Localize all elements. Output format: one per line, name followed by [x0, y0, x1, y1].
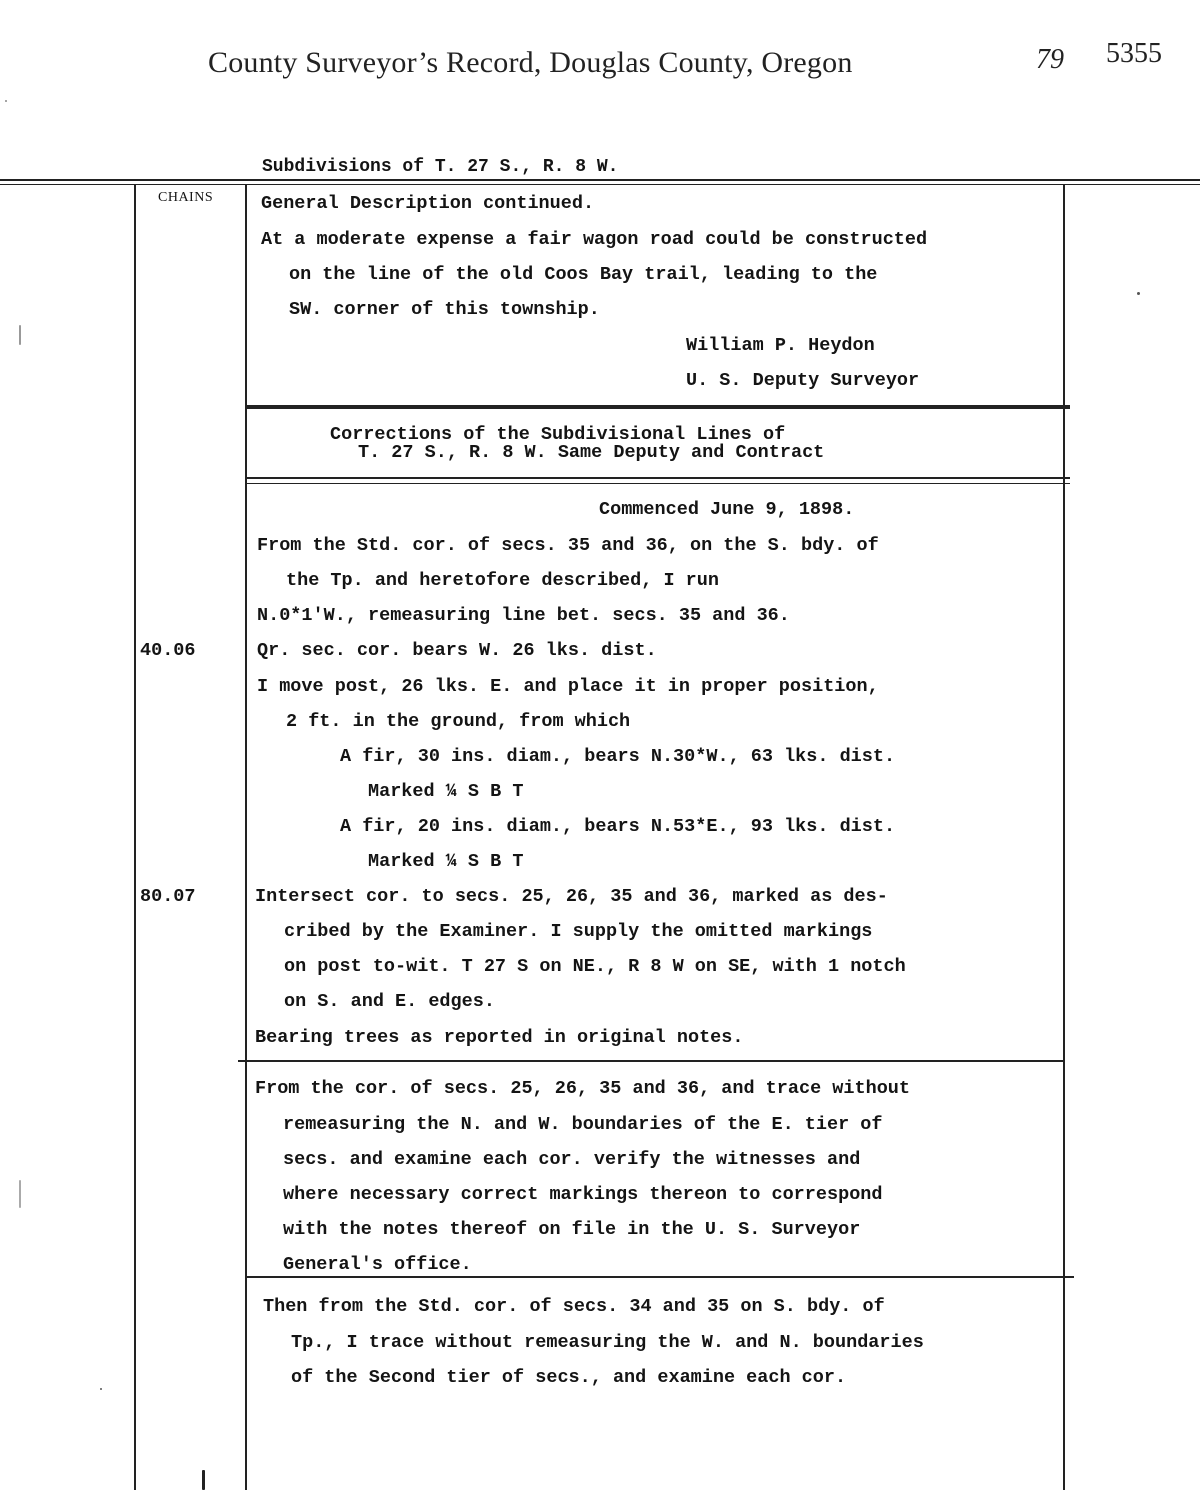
scan-speck: [100, 1388, 102, 1390]
surveyor-name: William P. Heydon: [686, 335, 875, 356]
scan-speck: [1137, 292, 1140, 295]
block2-line: Marked ¼ S B T: [368, 851, 524, 872]
block4-line: of the Second tier of secs., and examine each cor.: [291, 1367, 847, 1388]
block3-line: with the notes thereof on file in the U. S. Surveyor: [283, 1219, 861, 1240]
block3-line: From the cor. of secs. 25, 26, 35 and 36, and trace without: [255, 1078, 911, 1099]
block3-line: where necessary correct markings thereon to correspond: [283, 1184, 883, 1205]
block2-line: cribed by the Examiner. I supply the omitted markings: [284, 921, 873, 942]
surveyor-title: U. S. Deputy Surveyor: [686, 370, 920, 391]
subdivision-title: Subdivisions of T. 27 S., R. 8 W.: [262, 157, 619, 177]
block3-line: remeasuring the N. and W. boundaries of the E. tier of: [283, 1114, 883, 1135]
block1-line: SW. corner of this township.: [289, 299, 600, 320]
block2-line: I move post, 26 lks. E. and place it in proper position,: [257, 676, 879, 697]
scan-speck: [202, 1470, 205, 1490]
corrections-heading-line1: Corrections of the Subdivisional Lines of: [330, 424, 786, 445]
page-title: County Surveyor’s Record, Douglas County, Oregon: [208, 46, 853, 79]
block4-line: Tp., I trace without remeasuring the W. and N. boundaries: [291, 1332, 924, 1353]
heading-rule-thin: [245, 483, 1070, 484]
block2-line: A fir, 30 ins. diam., bears N.30*W., 63 lks. dist.: [340, 746, 896, 767]
commenced-date: Commenced June 9, 1898.: [599, 499, 855, 520]
chains-column-label: CHAINS: [158, 190, 214, 205]
block2-line: the Tp. and heretofore described, I run: [286, 570, 719, 591]
block1-line: General Description continued.: [261, 193, 595, 214]
corrections-heading-line2: T. 27 S., R. 8 W. Same Deputy and Contract: [358, 442, 825, 463]
block1-line: on the line of the old Coos Bay trail, leading to the: [289, 264, 878, 285]
section-rule: [246, 1276, 1074, 1278]
scan-speck: [19, 325, 21, 345]
block2-line: Intersect cor. to secs. 25, 26, 35 and 36, marked as des-: [255, 886, 888, 907]
text-right-rule: [1063, 185, 1065, 1490]
block1-line: At a moderate expense a fair wagon road could be constructed: [261, 229, 928, 250]
block2-line: N.0*1'W., remeasuring line bet. secs. 35 and 36.: [257, 605, 790, 626]
section-rule: [245, 405, 1070, 409]
chains-right-rule: [245, 185, 247, 1490]
block2-line: A fir, 20 ins. diam., bears N.53*E., 93 lks. dist.: [340, 816, 896, 837]
block3-line: General's office.: [283, 1254, 472, 1275]
block2-line: Bearing trees as reported in original notes.: [255, 1027, 744, 1048]
chain-value: 40.06: [140, 640, 196, 661]
block2-line: Marked ¼ S B T: [368, 781, 524, 802]
scan-speck: [5, 100, 7, 102]
block3-line: secs. and examine each cor. verify the witnesses and: [283, 1149, 861, 1170]
top-rule-thin: [0, 184, 1200, 185]
record-number: 5355: [1106, 38, 1162, 69]
heading-rule: [245, 477, 1070, 479]
block4-line: Then from the Std. cor. of secs. 34 and 35 on S. bdy. of: [263, 1296, 885, 1317]
block2-line: Qr. sec. cor. bears W. 26 lks. dist.: [257, 640, 657, 661]
block2-line: on post to-wit. T 27 S on NE., R 8 W on SE, with 1 notch: [284, 956, 906, 977]
chain-value: 80.07: [140, 886, 196, 907]
block2-line: 2 ft. in the ground, from which: [286, 711, 631, 732]
section-rule: [238, 1060, 1064, 1062]
block2-line: on S. and E. edges.: [284, 991, 495, 1012]
block2-line: From the Std. cor. of secs. 35 and 36, on the S. bdy. of: [257, 535, 879, 556]
top-rule: [0, 179, 1200, 181]
scan-speck: [19, 1180, 21, 1208]
handwritten-page-number: 79: [1036, 44, 1064, 75]
chains-left-rule: [134, 185, 136, 1490]
